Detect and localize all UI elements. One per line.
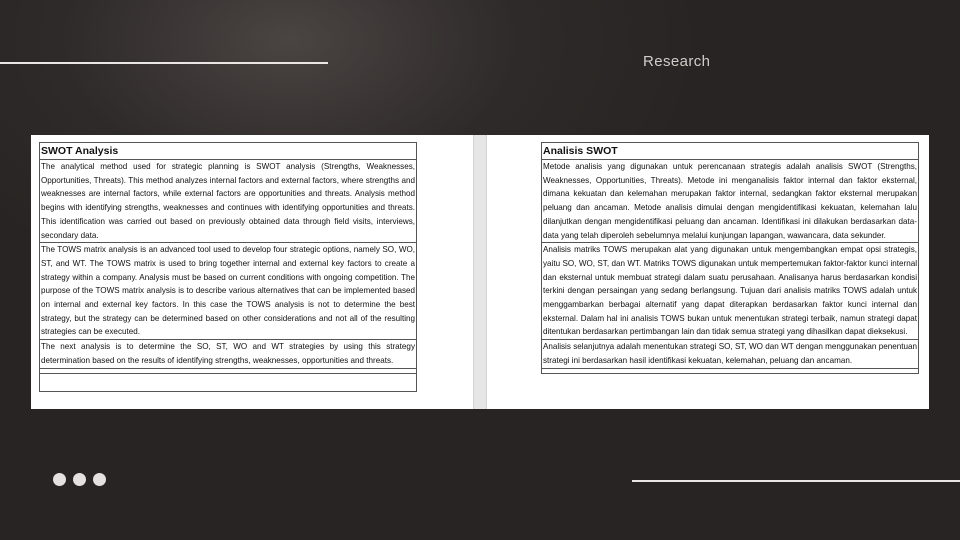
pagination-dot[interactable] xyxy=(93,473,106,486)
english-doc-title: SWOT Analysis xyxy=(40,142,416,160)
indonesian-paragraph-1: Metode analisis yang digunakan untuk perencanaan strategis adalah analisis SWOT (Strengths, Weaknesses, Opportunities, Threats). Metode ini menganalisis faktor internal dan faktor eksternal, dimana kekuatan dan kelemahan merupakan faktor internal, sedangkan faktor eksternal merupakan peluang dan ancaman. Metode analisis dimulai dengan mengidentifikasi kekuatan, kelemahan lalu dilanjutkan dengan mengidentifikasi peluang dan ancaman. Identifikasi ini dilakukan berdasarkan data-data yang telah diperoleh sebelumnya melalui kunjungan lapangan, wawancara, data sekunder. xyxy=(542,160,918,243)
document-viewer xyxy=(31,135,929,409)
indonesian-paragraph-2: Analisis matriks TOWS merupakan alat yang digunakan untuk mengembangkan empat opsi strategis, yaitu SO, WO, ST, dan WT. Matriks TOWS digunakan untuk mempertemukan faktor-faktor kunci internal dan eksternal untuk membuat strategi dalam suatu perusahaan. Analisanya harus berdasarkan kondisi terkini dengan persaingan yang sedang berlangsung. Tujuan dari analisis matriks TOWS adalah untuk menggambarkan berbagai alternatif yang dapat diterapkan berdasarkan faktor kunci internal dan eksternal. Dalam hal ini analisis TOWS bukan untuk menentukan strategi terbaik, namun strategi dapat ditentukan berdasarkan pertimbangan lain dan tidak semua strategi yang dihasilkan dapat dieksekusi. xyxy=(542,243,918,340)
page-gutter xyxy=(473,135,487,409)
section-label: Research xyxy=(643,53,711,70)
pagination-dot[interactable] xyxy=(53,473,66,486)
bottom-divider-line xyxy=(632,480,960,482)
top-divider-line xyxy=(0,62,328,64)
indonesian-paragraph-3: Analisis selanjutnya adalah menentukan strategi SO, ST, WO dan WT dengan menggunakan penentuan strategi ini berdasarkan hasil identifikasi kekuatan, kelemahan, peluang dan ancaman. xyxy=(542,340,918,368)
english-document xyxy=(39,142,417,392)
english-paragraph-3: The next analysis is to determine the SO, ST, WO and WT strategies by using this strategy determination based on the results of identifying strengths, weaknesses, opportunities and threats. xyxy=(40,340,416,368)
pagination-dot[interactable] xyxy=(73,473,86,486)
indonesian-document xyxy=(541,142,919,374)
indonesian-empty-row xyxy=(542,369,918,374)
english-table xyxy=(39,142,417,392)
english-empty-row xyxy=(40,374,416,392)
english-paragraph-2: The TOWS matrix analysis is an advanced tool used to develop four strategic options, namely SO, WO, ST, and WT. The TOWS matrix is used to bring together internal and external key factors to create a strategy within a company. Analysis must be based on current conditions with ongoing competition. The purpose of the TOWS matrix analysis is to describe various alternatives that can be implemented based on internal and external key factors. In this case the TOWS analysis is not to determine the best strategy, but the strategy can be determined based on other considerations and not all of the resulting strategies can be executed. xyxy=(40,243,416,340)
pagination-dots xyxy=(53,473,106,486)
english-paragraph-1: The analytical method used for strategic planning is SWOT analysis (Strengths, Weaknesses, Opportunities, Threats). This method analyzes internal factors and external factors, where strengths and weaknesses are internal factors, while external factors are opportunities and threats. Analysis method begins with identifying strengths, weaknesses and continues with identifying opportunities and threats. This identification was carried out based on previously obtained data through field visits, interviews, secondary data. xyxy=(40,160,416,243)
indonesian-doc-title: Analisis SWOT xyxy=(542,142,918,160)
indonesian-table xyxy=(541,142,919,374)
